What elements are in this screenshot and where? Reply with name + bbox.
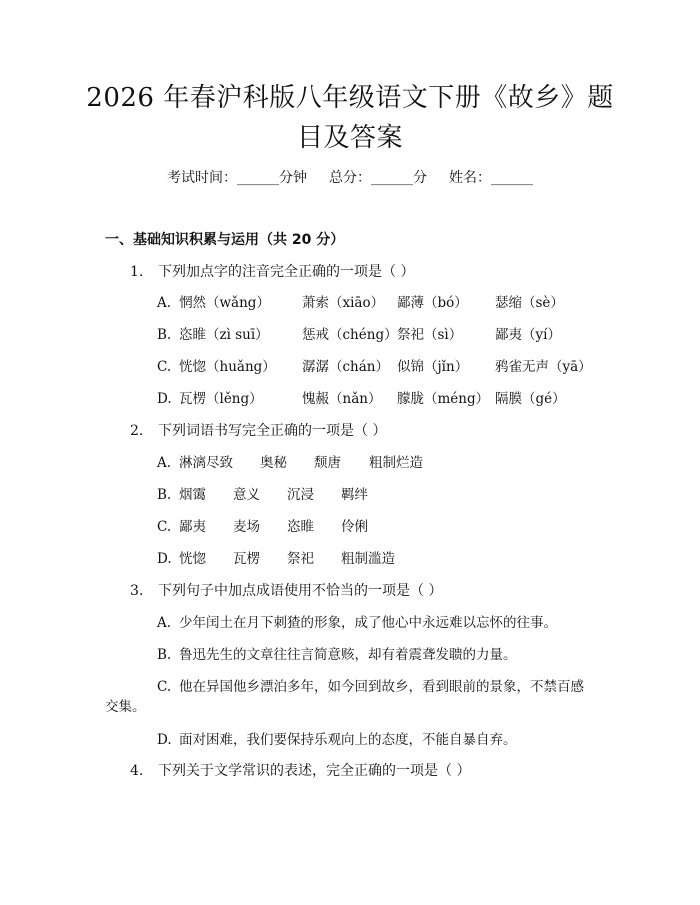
option-item: 鄙夷（yí） <box>495 327 561 343</box>
option-item: 颓唐 <box>314 455 341 471</box>
exam-time-field: 考试时间：______分钟 <box>167 170 307 186</box>
option-item: 祭祀（sì） <box>397 327 463 343</box>
question-number: 3. <box>130 583 144 599</box>
q1-option-a <box>157 293 564 313</box>
question-1 <box>130 262 414 282</box>
option-item: 粗制烂造 <box>369 455 423 471</box>
option-item: 鄙薄（bó） <box>397 295 468 311</box>
option-item: 羁绊 <box>341 487 368 503</box>
q2-option-b <box>157 485 368 505</box>
option-item: 麦场 <box>233 519 260 535</box>
title-line-1: 2026 年春沪科版八年级语文下册《故乡》题 <box>86 83 614 113</box>
option-label: B. <box>157 647 172 663</box>
option-item: 潺潺（chán） <box>302 359 389 375</box>
option-item: 意义 <box>233 487 260 503</box>
q1-option-b <box>157 325 561 345</box>
question-2 <box>130 421 386 441</box>
total-score-field: 总分：______分 <box>329 170 427 186</box>
option-item: 祭祀 <box>287 551 314 567</box>
option-label: D. <box>157 732 172 748</box>
q3-option-d <box>157 730 517 750</box>
option-label: B. <box>157 327 172 343</box>
option-item: 恣睢（zì suī） <box>179 327 269 343</box>
option-item: 惘然（wǎng） <box>179 295 270 311</box>
option-item: 奥秘 <box>260 455 287 471</box>
question-text: 下列加点字的注音完全正确的一项是（ ） <box>158 264 415 280</box>
question-text: 下列句子中加点成语使用不恰当的一项是（ ） <box>158 583 443 599</box>
option-label: A. <box>157 615 172 631</box>
option-item: 鸦雀无声（yā） <box>495 359 592 375</box>
option-item: 瑟缩（sè） <box>495 295 564 311</box>
option-item: 恣睢 <box>287 519 314 535</box>
option-item: 恍惚 <box>179 551 206 567</box>
exam-meta <box>0 168 700 188</box>
option-text: 他在异国他乡漂泊多年，如今回到故乡，看到眼前的景象，不禁百感 <box>179 679 584 695</box>
question-number: 1. <box>130 264 144 280</box>
option-label: A. <box>157 295 172 311</box>
question-text: 下列关于文学常识的表述，完全正确的一项是（ ） <box>158 763 471 779</box>
option-label: C. <box>157 519 172 535</box>
option-item: 似锦（jǐn） <box>397 359 469 375</box>
option-item: 粗制滥造 <box>341 551 395 567</box>
option-item: 惩戒（chéng） <box>302 327 398 343</box>
option-item: 伶俐 <box>341 519 368 535</box>
option-text: 少年闰土在月下刺猹的形象，成了他心中永远难以忘怀的往事。 <box>179 615 557 631</box>
option-item: 隔膜（gé） <box>495 391 566 407</box>
title-line-2: 目及答案 <box>296 123 403 153</box>
option-item: 鄙夷 <box>179 519 206 535</box>
q3-option-b <box>157 645 517 665</box>
option-label: A. <box>157 455 172 471</box>
q2-option-c <box>157 517 368 537</box>
question-number: 2. <box>130 423 144 439</box>
option-text: 面对困难，我们要保持乐观向上的态度，不能自暴自弃。 <box>179 732 517 748</box>
document-title <box>60 78 640 158</box>
option-item: 愧赧（nǎn） <box>302 391 382 407</box>
option-item: 淋漓尽致 <box>179 455 233 471</box>
q2-option-a <box>157 453 423 473</box>
option-item: 朦胧（méng） <box>397 391 490 407</box>
option-item: 烟霭 <box>179 487 206 503</box>
option-label: C. <box>157 679 172 695</box>
option-item: 瓦楞 <box>233 551 260 567</box>
q1-option-d <box>157 389 566 409</box>
question-4 <box>130 761 470 781</box>
option-item: 恍惚（huǎng） <box>179 359 276 375</box>
q3-option-c-continuation: 交集。 <box>105 699 146 715</box>
q2-option-d <box>157 549 395 569</box>
question-3 <box>130 581 442 601</box>
option-label: C. <box>157 359 172 375</box>
section-heading: 一、基础知识积累与运用（共 20 分） <box>105 232 345 248</box>
q3-option-a <box>157 613 557 633</box>
question-text: 下列词语书写完全正确的一项是（ ） <box>158 423 387 439</box>
option-label: D. <box>157 391 172 407</box>
option-item: 沉浸 <box>287 487 314 503</box>
option-item: 萧索（xiāo） <box>302 295 385 311</box>
q3-option-c <box>157 677 584 697</box>
q1-option-c <box>157 357 592 377</box>
option-item: 瓦楞（lěng） <box>179 391 263 407</box>
option-label: D. <box>157 551 172 567</box>
student-name-field: 姓名：______ <box>449 170 533 186</box>
option-label: B. <box>157 487 172 503</box>
option-text: 鲁迅先生的文章往往言简意赅，却有着震聋发聩的力量。 <box>179 647 517 663</box>
question-number: 4. <box>130 763 144 779</box>
